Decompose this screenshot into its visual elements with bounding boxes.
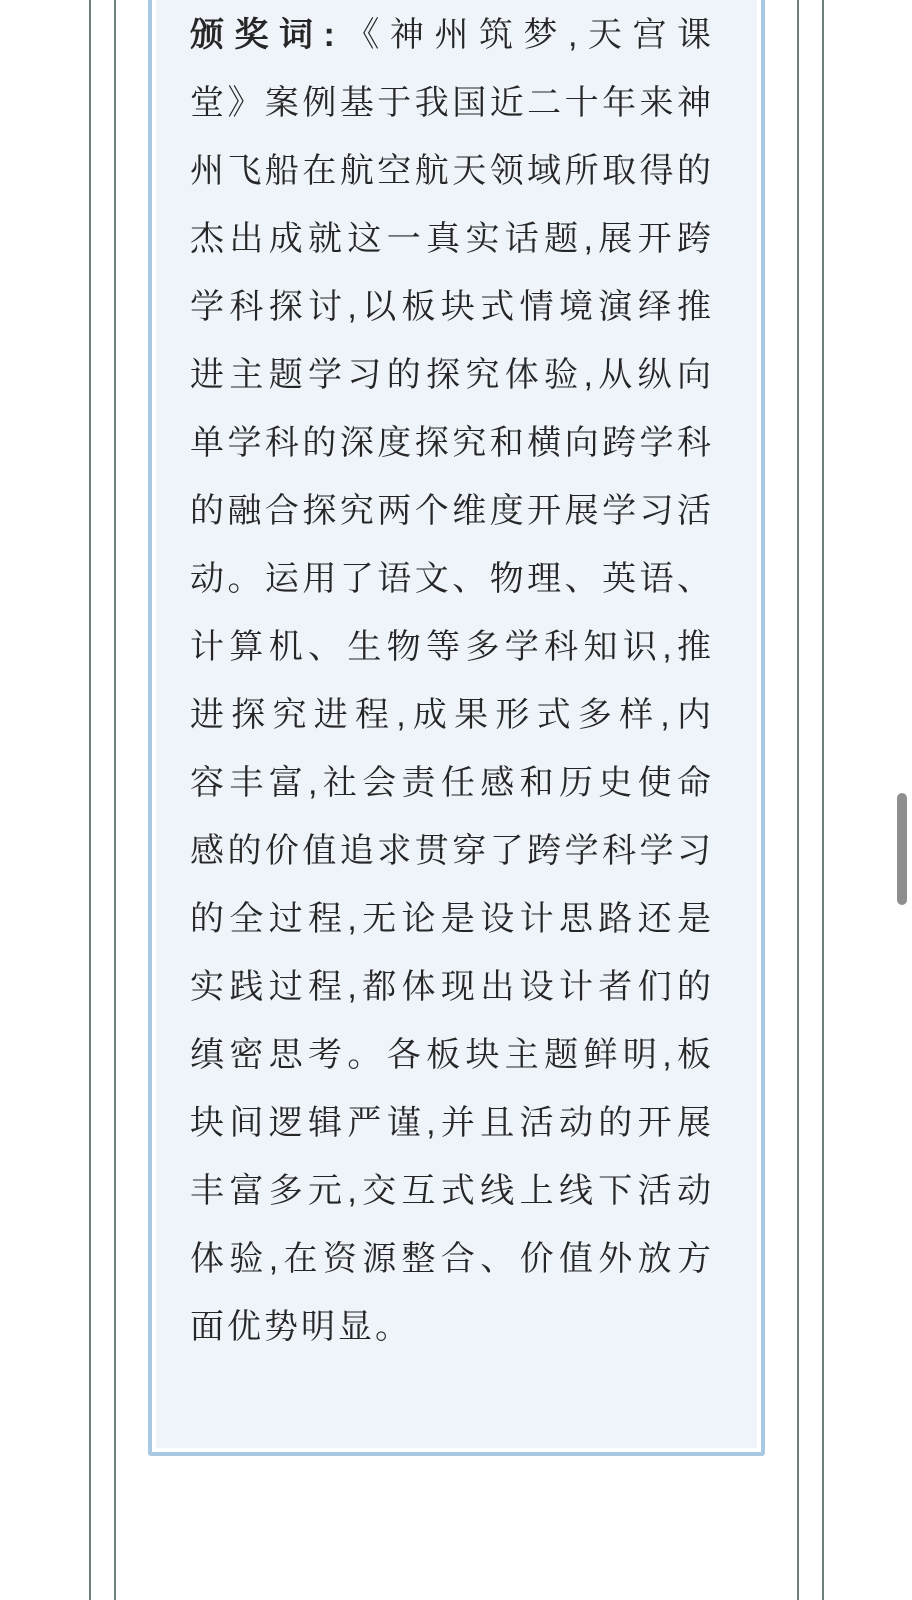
text-line: 进主题学习的探究体验,从纵向 xyxy=(190,356,714,394)
award-citation-box xyxy=(148,0,765,1456)
award-citation-background xyxy=(156,0,757,1448)
award-citation-text xyxy=(190,1,714,1361)
text-line: 丰富多元,交互式线上线下活动 xyxy=(190,1172,714,1210)
text-line: 计算机、生物等多学科知识,推 xyxy=(190,628,714,666)
text-line: 感的价值追求贯穿了跨学科学习 xyxy=(190,832,714,870)
text-line: 缜密思考。各板块主题鲜明,板 xyxy=(190,1036,714,1074)
text-line: 面优势明显。 xyxy=(190,1308,412,1346)
text-line: 进探究进程,成果形式多样,内 xyxy=(190,696,714,734)
frame-line-left-outer xyxy=(89,0,91,1600)
frame-line-left-inner xyxy=(114,0,116,1600)
text-line: 的融合探究两个维度开展学习活 xyxy=(190,492,714,530)
text-line: 实践过程,都体现出设计者们的 xyxy=(190,968,714,1006)
frame-line-right-inner xyxy=(797,0,799,1600)
text-line: 块间逻辑严谨,并且活动的开展 xyxy=(190,1104,714,1142)
text-line-content: 《神州筑梦,天宫课 xyxy=(337,16,715,54)
frame-line-right-outer xyxy=(822,0,824,1600)
text-line: 堂》案例基于我国近二十年来神 xyxy=(190,84,714,122)
text-line: 动。运用了语文、物理、英语、 xyxy=(190,560,714,598)
text-line: 州飞船在航空航天领域所取得的 xyxy=(190,152,714,190)
text-line: 体验,在资源整合、价值外放方 xyxy=(190,1240,714,1278)
text-line xyxy=(190,1,714,69)
text-line: 学科探讨,以板块式情境演绎推 xyxy=(190,288,714,326)
scrollbar-thumb[interactable] xyxy=(897,793,907,905)
text-line: 容丰富,社会责任感和历史使命 xyxy=(190,764,714,802)
text-line: 的全过程,无论是设计思路还是 xyxy=(190,900,714,938)
text-line: 单学科的深度探究和横向跨学科 xyxy=(190,424,714,462)
text-line: 杰出成就这一真实话题,展开跨 xyxy=(190,220,714,258)
award-label: 颁奖词: xyxy=(190,16,338,54)
